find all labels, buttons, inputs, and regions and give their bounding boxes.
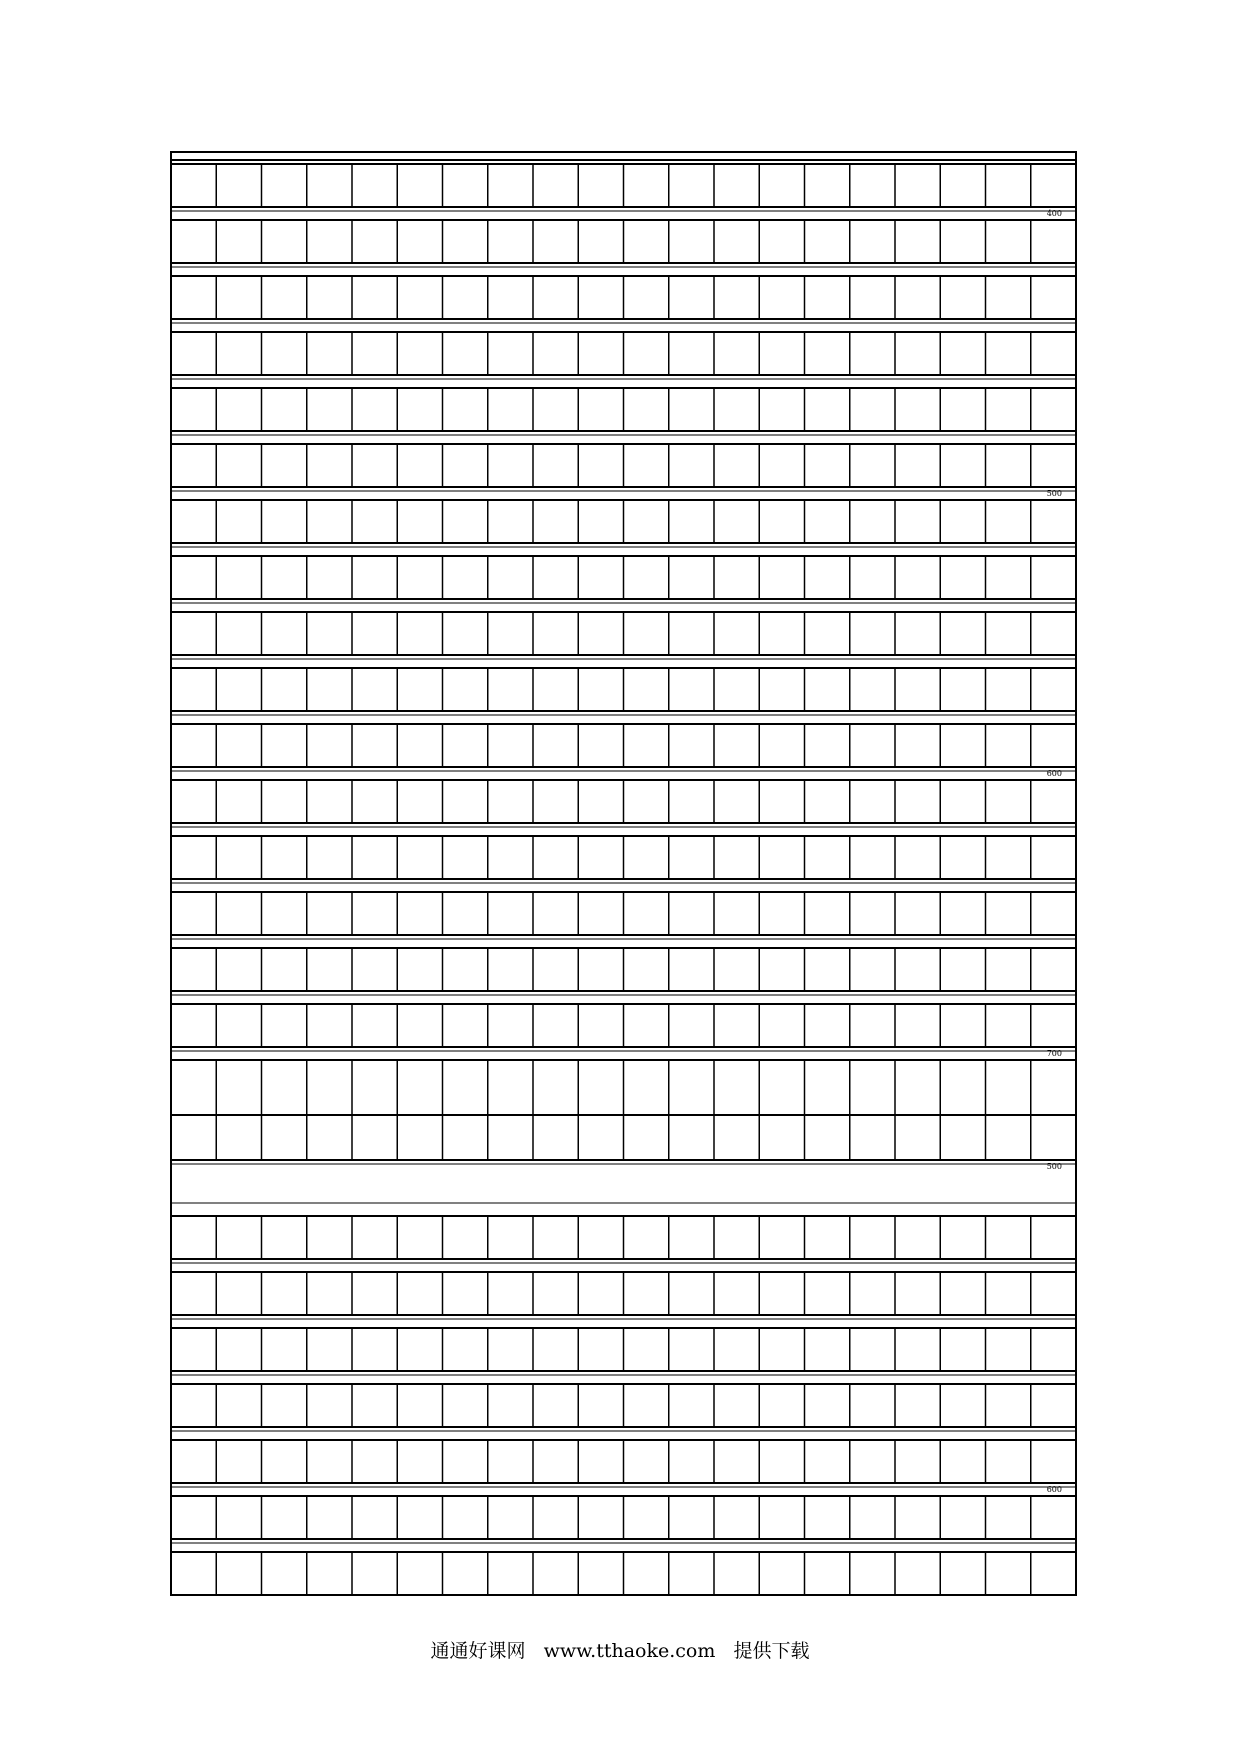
word-count-marker: 600 <box>1046 1485 1062 1494</box>
word-count-marker: 500 <box>1046 489 1062 498</box>
word-count-marker: 400 <box>1046 209 1062 218</box>
word-count-marker: 600 <box>1046 769 1062 778</box>
footer-credit: 通通好课网 www.tthaoke.com 提供下载 <box>430 1640 810 1662</box>
word-count-marker: 500 <box>1046 1162 1062 1171</box>
word-count-marker: 700 <box>1046 1049 1062 1058</box>
